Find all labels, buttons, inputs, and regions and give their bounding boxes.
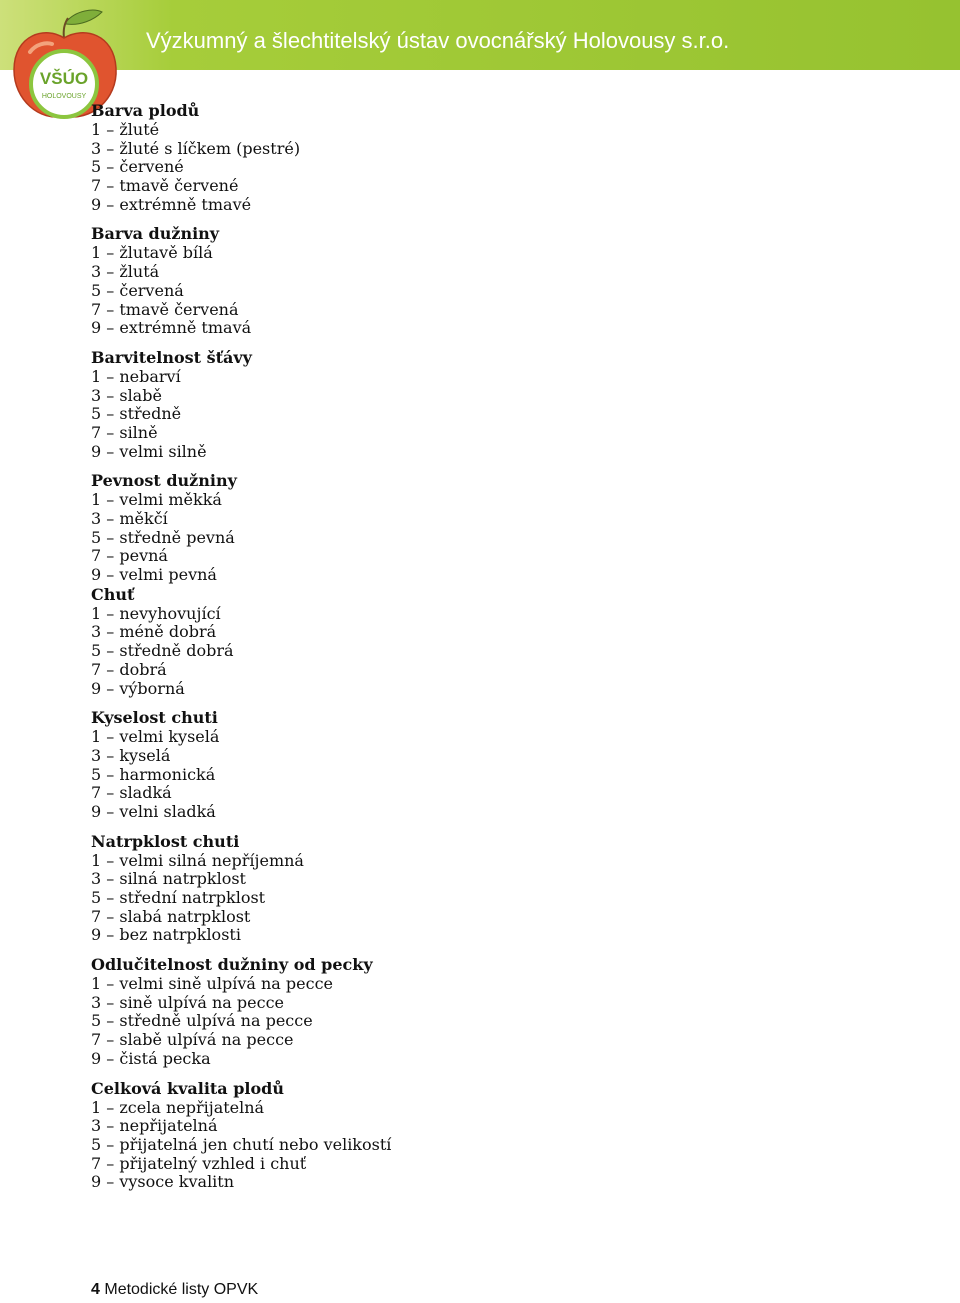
- section-heading: Barva plodů: [91, 101, 200, 120]
- list-item: 3 – nepřijatelná: [91, 1116, 218, 1136]
- section-barva-duzniny: [91, 224, 911, 337]
- section-heading: Odlučitelnost dužniny od pecky: [91, 955, 373, 975]
- list-item: 3 – sině ulpívá na pecce: [91, 992, 285, 1012]
- list-item: 1 – velmi silná nepříjemná: [91, 850, 304, 870]
- section-heading: Natrpklost chuti: [91, 831, 240, 851]
- list-item: 9 – bez natrpklosti: [91, 925, 241, 945]
- list-item: 5 – středně pevná: [91, 527, 235, 547]
- list-item: 9 – výborná: [91, 678, 185, 698]
- list-item: 1 – velmi měkká: [91, 490, 222, 510]
- list-item: 5 – červené: [91, 157, 184, 177]
- list-item: 9 – extrémně tmavá: [91, 318, 252, 338]
- list-item: 1 – žlutavě bílá: [91, 243, 213, 263]
- list-item: 7 – slabě ulpívá na pecce: [91, 1030, 294, 1050]
- logo-text: VŠÚO: [39, 69, 89, 88]
- descriptor-list: [91, 101, 911, 1202]
- list-item: 3 – silná natrpklost: [91, 869, 246, 889]
- section-barvitelnost-stavy: [91, 348, 911, 461]
- section-odlucitelnost: [91, 955, 911, 1068]
- list-item: 9 – velni sladká: [91, 801, 216, 821]
- section-heading: Celková kvalita plodů: [91, 1078, 284, 1098]
- section-heading: Chuť: [91, 584, 135, 604]
- list-item: 7 – slabá natrpklost: [91, 906, 251, 926]
- page-footer: [91, 1281, 258, 1299]
- list-item: 1 – nebarví: [91, 366, 181, 386]
- list-item: 5 – červená: [91, 280, 184, 300]
- list-item: 3 – méně dobrá: [91, 622, 217, 642]
- list-item: 9 – velmi pevná: [91, 565, 217, 585]
- list-item: 1 – zcela nepřijatelná: [91, 1097, 265, 1117]
- header-title: Výzkumný a šlechtitelský ústav ovocnářský Holovousy s.r.o.: [146, 28, 730, 53]
- list-item: 7 – přijatelný vzhled i chuť: [91, 1153, 307, 1173]
- footer-text: Metodické listy OPVK: [104, 1281, 259, 1298]
- section-heading: Kyselost chuti: [91, 708, 218, 728]
- list-item: 1 – nevyhovující: [91, 603, 221, 623]
- list-item: 5 – středně: [91, 404, 182, 424]
- list-item: 9 – čistá pecka: [91, 1048, 211, 1068]
- section-heading: Barva dužniny: [91, 224, 220, 244]
- list-item: 1 – velmi sině ulpívá na pecce: [91, 974, 334, 994]
- section-barva-plodu: [91, 101, 911, 214]
- section-heading: Barvitelnost šťávy: [91, 347, 252, 367]
- list-item: 5 – středně dobrá: [91, 641, 234, 661]
- list-item: 9 – velmi silně: [91, 441, 207, 461]
- section-pevnost-duzniny: [91, 471, 911, 584]
- list-item: 7 – dobrá: [91, 659, 167, 679]
- section-chut: [91, 585, 911, 698]
- list-item: 3 – kyselá: [91, 745, 171, 765]
- list-item: 1 – velmi kyselá: [91, 727, 220, 747]
- section-kyselost-chuti: [91, 708, 911, 821]
- list-item: 7 – tmavě červená: [91, 299, 239, 319]
- list-item: 3 – žluté s líčkem (pestré): [91, 138, 301, 158]
- section-celkova-kvalita: [91, 1079, 911, 1192]
- list-item: 5 – středně ulpívá na pecce: [91, 1011, 313, 1031]
- header-bar: [0, 0, 960, 70]
- list-item: 7 – pevná: [91, 546, 168, 566]
- list-item: 5 – střední natrpklost: [91, 888, 266, 907]
- logo-subtext: HOLOVOUSY: [41, 93, 87, 100]
- section-natrpklost-chuti: [91, 832, 911, 945]
- page-number: 4: [91, 1281, 100, 1298]
- list-item: 7 – silně: [91, 422, 158, 442]
- list-item: 5 – harmonická: [91, 764, 216, 784]
- list-item: 5 – přijatelná jen chutí nebo velikostí: [91, 1134, 392, 1154]
- list-item: 9 – extrémně tmavé: [91, 194, 252, 214]
- section-heading: Pevnost dužniny: [91, 471, 237, 491]
- list-item: 7 – sladká: [91, 783, 172, 803]
- list-item: 9 – vysoce kvalitn: [91, 1172, 235, 1192]
- list-item: 3 – slabě: [91, 385, 162, 405]
- list-item: 3 – měkčí: [91, 509, 168, 528]
- list-item: 1 – žluté: [91, 120, 160, 139]
- list-item: 3 – žlutá: [91, 262, 160, 282]
- list-item: 7 – tmavě červené: [91, 176, 239, 196]
